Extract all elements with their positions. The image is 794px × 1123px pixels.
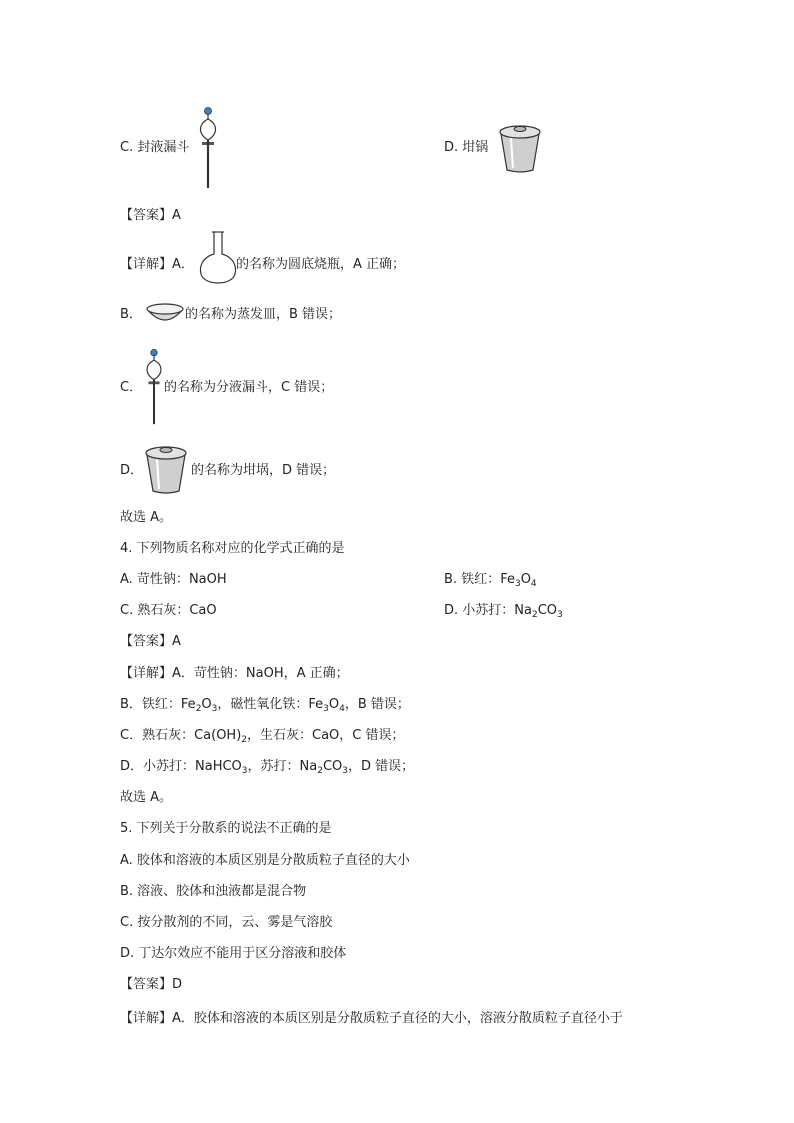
- formula-part: Na: [514, 603, 532, 618]
- q3-conclusion: 故选 A。: [120, 510, 173, 525]
- q4-explain-b: [120, 696, 410, 714]
- q5-answer: 【答案】D: [120, 977, 183, 992]
- formula-subscript: 3: [557, 610, 563, 620]
- q4-explain-c: [120, 727, 405, 745]
- formula-subscript: 4: [530, 579, 537, 589]
- q3-explain-d: [120, 462, 143, 480]
- text-part: O: [201, 697, 212, 712]
- q3-explain-b: [120, 306, 142, 324]
- text-part: ，B 错误；: [344, 697, 410, 712]
- text-part: B．铁红：Fe: [120, 697, 196, 712]
- q4-option-d: [444, 602, 563, 620]
- option-c: [120, 139, 189, 157]
- formula-subscript: 3: [241, 766, 248, 776]
- q3-explain-a: [120, 256, 194, 274]
- formula-subscript: 2: [195, 704, 202, 714]
- q5-option-d: D. 丁达尔效应不能用于区分溶液和胶体: [120, 946, 347, 961]
- formula-subscript: 2: [317, 766, 323, 776]
- q4-option-a: [120, 571, 227, 589]
- explain-a-prefix: 【详解】A．: [120, 257, 194, 272]
- formula-subscript: 4: [339, 704, 345, 714]
- q4-option-c: [120, 602, 217, 620]
- separatory-funnel-icon: [194, 106, 222, 190]
- text-part: C．熟石灰：Ca(OH): [120, 728, 242, 743]
- q3-explain-d-text: 的名称为坩埚，D 错误；: [191, 463, 336, 478]
- text-part: ，苏打：Na: [247, 759, 318, 774]
- text-part: ，生石灰：CaO，C 错误；: [247, 728, 405, 743]
- q4-option-a-formula: NaOH: [188, 572, 227, 587]
- q3-explain-c: [120, 379, 142, 397]
- q5-option-a: A. 胶体和溶液的本质区别是分散质粒子直径的大小: [120, 853, 410, 868]
- round-bottom-flask-icon: [199, 230, 237, 290]
- text-part: O: [328, 697, 340, 712]
- formula-subscript: 2: [531, 610, 538, 620]
- formula-part: O: [520, 572, 531, 587]
- q4-option-d-lead: D. 小苏打：: [444, 603, 515, 618]
- option-c-label: C. 封液漏斗: [120, 140, 190, 155]
- text-part: D．小苏打：NaHCO: [120, 759, 242, 774]
- option-d-label: D. 坩锅: [444, 140, 489, 155]
- crucible-icon: [497, 122, 543, 174]
- q5-explain-a: 【详解】A．胶体和溶液的本质区别是分散质粒子直径的大小，溶液分散质粒子直径小于: [120, 1011, 623, 1026]
- q4-option-c-formula: CaO: [189, 603, 217, 618]
- formula-subscript: 3: [514, 579, 521, 589]
- text-part: ，D 错误；: [348, 759, 415, 774]
- q5-stem: 5. 下列关于分散系的说法不正确的是: [120, 821, 332, 836]
- q4-option-b-lead: B. 铁红：: [444, 572, 501, 587]
- q4-conclusion: 故选 A。: [120, 790, 173, 805]
- q3-explain-b-text: 的名称为蒸发皿，B 错误；: [185, 307, 342, 322]
- crucible-icon: [143, 443, 189, 495]
- q4-explain-a: 【详解】A．苛性钠：NaOH，A 正确；: [120, 666, 349, 681]
- q4-answer: 【答案】A: [120, 634, 181, 649]
- q3-explain-c-text: 的名称为分液漏斗，C 错误；: [164, 380, 334, 395]
- explain-b-prefix: B．: [120, 307, 142, 322]
- q3-answer: 【答案】A: [120, 208, 181, 223]
- evaporating-dish-icon: [145, 301, 185, 327]
- formula-subscript: 2: [241, 735, 248, 745]
- q4-stem: 4. 下列物质名称对应的化学式正确的是: [120, 541, 345, 556]
- formula-subscript: 3: [342, 766, 349, 776]
- formula-subscript: 3: [323, 704, 329, 714]
- q4-explain-d: [120, 758, 414, 776]
- q5-option-b: B. 溶液、胶体和浊液都是混合物: [120, 884, 307, 899]
- formula-part: Fe: [500, 572, 515, 587]
- q4-option-a-lead: A. 苛性钠：: [120, 572, 189, 587]
- q3-explain-a-text: 的名称为圆底烧瓶，A 正确；: [236, 257, 406, 272]
- text-part: CO: [322, 759, 343, 774]
- explain-c-prefix: C．: [120, 380, 143, 395]
- q4-option-c-lead: C. 熟石灰：: [120, 603, 190, 618]
- q4-option-b: [444, 571, 537, 589]
- explain-d-prefix: D．: [120, 463, 144, 478]
- formula-subscript: 3: [211, 704, 218, 714]
- text-part: ，磁性氧化铁：Fe: [217, 697, 324, 712]
- option-d: [444, 139, 488, 157]
- formula-part: CO: [537, 603, 558, 618]
- q5-option-c: C. 按分散剂的不同，云、雾是气溶胶: [120, 915, 333, 930]
